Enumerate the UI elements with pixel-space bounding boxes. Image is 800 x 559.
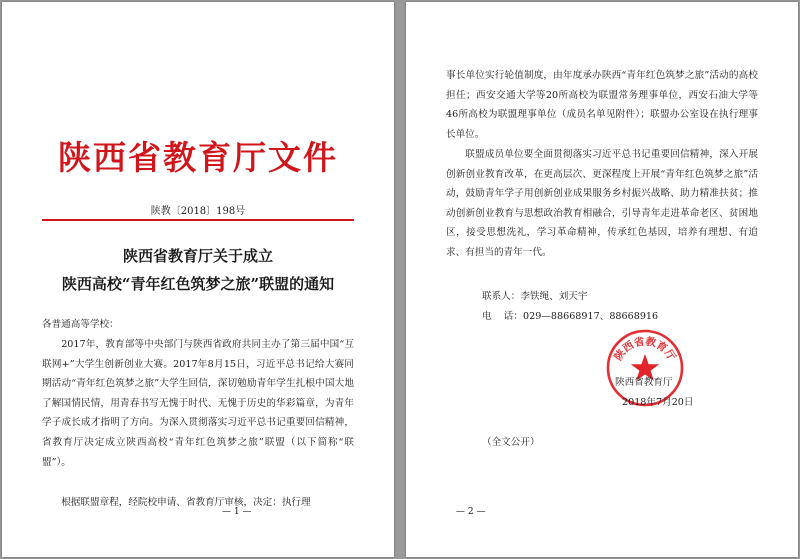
signature-date: 2018年7月20日 — [622, 397, 694, 408]
body-paragraph-2: 根据联盟章程，经院校申请、省教育厅审核，决定：执行理 — [61, 497, 311, 508]
document-page-2 — [406, 2, 798, 557]
document-title-line-1: 陕西省教育厅关于成立 — [122, 247, 273, 265]
seal-text: 陕西省教育厅 — [612, 335, 678, 363]
page-number: — 2 — — [456, 507, 486, 517]
body-paragraph-4: 联盟成员单位要全面贯彻落实习近平总书记重要回信精神，深入开展创新创业教育改革，在更高层次、更深程度上开展“青年红色筑梦之旅”活动，鼓励青年学子用创新创业成果服务乡村振兴战略、助力精准扶贫；推动创新创业教育与思想政治教育相融合，引导青年走进革命老区、贫困地区，接受思想洗礼，学习革命精神，传承红色基因，培养有理想、有追求、有担当的青年一代。 — [446, 149, 758, 258]
body-paragraph-3: 事长单位实行轮值制度，由年度承办陕西“青年红色筑梦之旅”活动的高校担任；西安交通大学等20所高校为联盟常务理事单位，西安石油大学等46所高校为联盟理事单位（成员名单见附件）；联盟办公室设在执行理事长单位。 — [446, 70, 758, 140]
contact-phone — [482, 308, 658, 322]
document-header: 陕西省教育厅文件 — [58, 138, 338, 177]
page-number: — 1 — — [222, 507, 252, 517]
document-number: 陕教〔2018〕198号 — [150, 206, 246, 217]
signature-issuer: 陕西省教育厅 — [615, 377, 673, 388]
body-paragraph-1: 2017年，教育部等中央部门与陕西省政府共同主办了第三届中国“互联网+”大学生创新创业大赛。2017年8月15日，习近平总书记给大赛同期活动“青年红色筑梦之旅”大学生回信，深切勉励青年学生扎根中国大地了解国情民情，用青春书写无愧于时代、无愧于历史的华彩篇章，为青年学子成长成才指明了方向。为深入贯彻落实习近平总书记重要回信精神，省教育厅决定成立陕西高校“青年红色筑梦之旅”联盟（以下简称“联盟”）。 — [42, 339, 354, 468]
salutation: 各普通高等学校： — [42, 319, 119, 330]
red-divider-line — [42, 219, 354, 221]
document-page-1 — [2, 2, 394, 557]
disclosure-note: （全文公开） — [482, 437, 540, 448]
contact-label: 联系人： — [482, 291, 521, 302]
contact-names: 李铁绳、刘天宇 — [520, 291, 588, 302]
document-title-line-2: 陕西高校“青年红色筑梦之旅”联盟的通知 — [61, 275, 335, 293]
phone-label: 电 话： — [482, 311, 523, 322]
phone-numbers: 029—88668917、88668916 — [522, 311, 659, 322]
contact-person — [482, 288, 588, 302]
